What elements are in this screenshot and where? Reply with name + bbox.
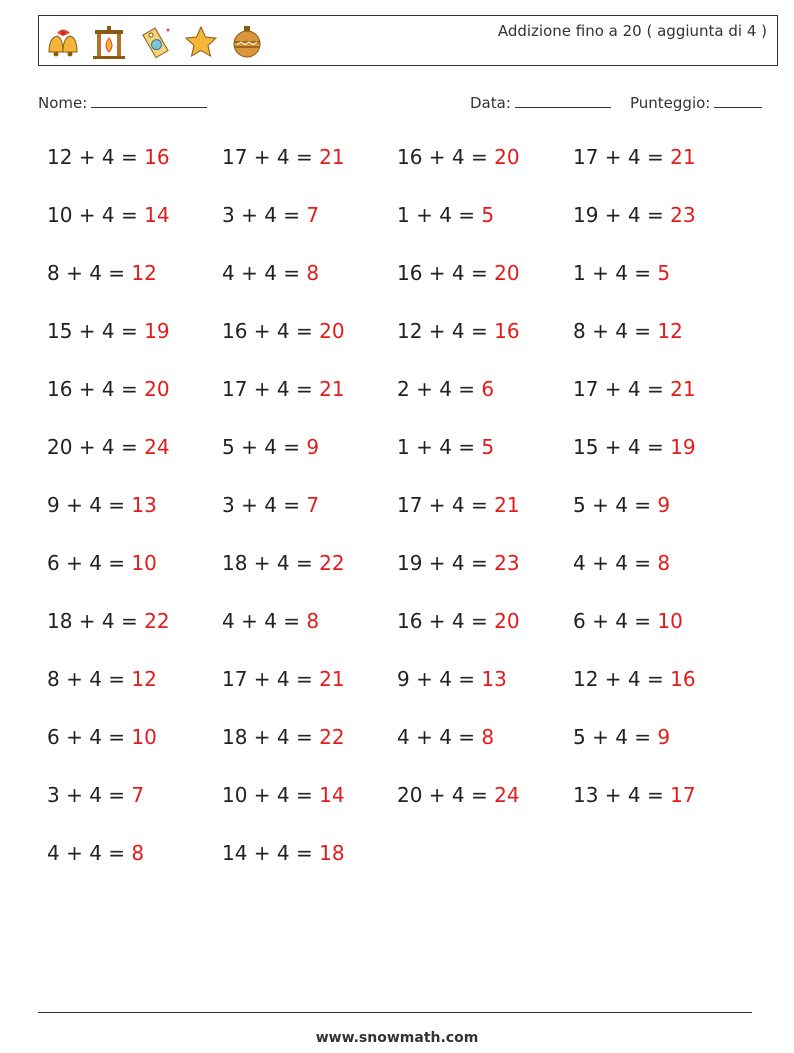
- problem-question: 16 + 4 =: [47, 377, 145, 401]
- problem-answer: 10: [657, 609, 683, 633]
- problem-question: 6 + 4 =: [573, 609, 658, 633]
- problem-question: 4 + 4 =: [222, 609, 307, 633]
- problem-answer: 16: [144, 145, 170, 169]
- problem-question: 5 + 4 =: [222, 435, 307, 459]
- problem-item: [573, 377, 696, 401]
- footer-divider: [38, 1012, 752, 1013]
- problem-answer: 8: [306, 609, 320, 633]
- problem-answer: 21: [319, 145, 345, 169]
- problem-question: 17 + 4 =: [222, 145, 320, 169]
- problem-question: 2 + 4 =: [397, 377, 482, 401]
- problem-item: [397, 609, 520, 633]
- problem-item: [47, 609, 170, 633]
- bells-icon: [43, 22, 83, 62]
- problem-question: 1 + 4 =: [397, 203, 482, 227]
- problem-item: [573, 319, 683, 343]
- problem-item: [47, 145, 170, 169]
- problem-item: [397, 377, 494, 401]
- problem-answer: 9: [306, 435, 320, 459]
- problem-item: [222, 841, 345, 865]
- problem-item: [222, 493, 319, 517]
- problem-question: 9 + 4 =: [397, 667, 482, 691]
- problem-item: [222, 145, 345, 169]
- problem-item: [47, 435, 170, 459]
- problem-question: 8 + 4 =: [573, 319, 658, 343]
- problem-item: [222, 261, 319, 285]
- lantern-icon: [89, 22, 129, 62]
- problem-item: [222, 377, 345, 401]
- score-blank: [714, 93, 762, 108]
- problem-answer: 10: [131, 551, 157, 575]
- problem-answer: 9: [657, 493, 671, 517]
- problem-item: [47, 203, 170, 227]
- worksheet-title: Addizione fino a 20 ( aggiunta di 4 ): [497, 22, 767, 40]
- problem-question: 12 + 4 =: [573, 667, 671, 691]
- problem-question: 12 + 4 =: [397, 319, 495, 343]
- problem-question: 9 + 4 =: [47, 493, 132, 517]
- problem-question: 18 + 4 =: [222, 551, 320, 575]
- problem-item: [397, 435, 494, 459]
- problem-question: 12 + 4 =: [47, 145, 145, 169]
- problem-answer: 21: [319, 377, 345, 401]
- problem-question: 13 + 4 =: [573, 783, 671, 807]
- problem-question: 4 + 4 =: [573, 551, 658, 575]
- problem-question: 3 + 4 =: [222, 493, 307, 517]
- problem-question: 3 + 4 =: [222, 203, 307, 227]
- problem-answer: 5: [657, 261, 671, 285]
- star-icon: [181, 22, 221, 62]
- problem-item: [47, 261, 157, 285]
- problem-question: 4 + 4 =: [397, 725, 482, 749]
- score-label: Punteggio:: [630, 94, 711, 112]
- problem-item: [573, 667, 696, 691]
- problem-item: [47, 667, 157, 691]
- problem-item: [47, 377, 170, 401]
- gift-tag-icon: [135, 22, 175, 62]
- problem-question: 16 + 4 =: [222, 319, 320, 343]
- footer-site: www.snowmath.com: [315, 1030, 479, 1046]
- problem-answer: 20: [144, 377, 170, 401]
- problem-question: 17 + 4 =: [573, 377, 671, 401]
- date-blank: [515, 93, 611, 108]
- problem-answer: 12: [657, 319, 683, 343]
- problem-item: [47, 783, 144, 807]
- problem-answer: 21: [494, 493, 520, 517]
- name-blank: [91, 93, 207, 108]
- problem-answer: 18: [319, 841, 345, 865]
- problem-item: [222, 551, 345, 575]
- problem-answer: 16: [494, 319, 520, 343]
- problem-question: 16 + 4 =: [397, 145, 495, 169]
- problem-question: 5 + 4 =: [573, 493, 658, 517]
- problem-item: [573, 203, 696, 227]
- problem-question: 6 + 4 =: [47, 725, 132, 749]
- problem-question: 14 + 4 =: [222, 841, 320, 865]
- problem-answer: 5: [481, 435, 495, 459]
- date-label: Data:: [470, 94, 511, 112]
- problem-answer: 9: [657, 725, 671, 749]
- problem-answer: 22: [144, 609, 170, 633]
- problem-item: [47, 319, 170, 343]
- problem-answer: 10: [131, 725, 157, 749]
- problem-answer: 19: [144, 319, 170, 343]
- problem-answer: 13: [131, 493, 157, 517]
- problem-item: [397, 551, 520, 575]
- problem-question: 5 + 4 =: [573, 725, 658, 749]
- problem-answer: 23: [494, 551, 520, 575]
- problem-answer: 21: [670, 377, 696, 401]
- problem-question: 15 + 4 =: [47, 319, 145, 343]
- problem-answer: 24: [144, 435, 170, 459]
- problem-answer: 20: [494, 261, 520, 285]
- problem-item: [47, 725, 157, 749]
- problem-question: 1 + 4 =: [573, 261, 658, 285]
- problem-item: [573, 261, 670, 285]
- name-label: Nome:: [38, 94, 88, 112]
- problem-question: 19 + 4 =: [397, 551, 495, 575]
- problem-item: [397, 261, 520, 285]
- date-field: [470, 93, 611, 112]
- problem-answer: 22: [319, 551, 345, 575]
- problem-question: 15 + 4 =: [573, 435, 671, 459]
- problem-answer: 5: [481, 203, 495, 227]
- problem-item: [397, 203, 494, 227]
- problem-item: [573, 551, 670, 575]
- problem-answer: 13: [481, 667, 507, 691]
- problem-answer: 16: [670, 667, 696, 691]
- problem-question: 19 + 4 =: [573, 203, 671, 227]
- problem-item: [573, 493, 670, 517]
- problem-question: 18 + 4 =: [47, 609, 145, 633]
- problem-question: 20 + 4 =: [397, 783, 495, 807]
- problem-question: 1 + 4 =: [397, 435, 482, 459]
- problem-question: 17 + 4 =: [222, 667, 320, 691]
- problem-answer: 7: [306, 203, 320, 227]
- problem-answer: 14: [319, 783, 345, 807]
- problem-answer: 20: [494, 609, 520, 633]
- problem-item: [397, 319, 520, 343]
- problem-question: 10 + 4 =: [222, 783, 320, 807]
- problem-item: [573, 725, 670, 749]
- problem-item: [222, 203, 319, 227]
- problem-answer: 7: [306, 493, 320, 517]
- problem-question: 16 + 4 =: [397, 261, 495, 285]
- problem-question: 17 + 4 =: [222, 377, 320, 401]
- problem-answer: 22: [319, 725, 345, 749]
- problem-item: [47, 551, 157, 575]
- problem-question: 17 + 4 =: [573, 145, 671, 169]
- problem-question: 16 + 4 =: [397, 609, 495, 633]
- problem-answer: 6: [481, 377, 495, 401]
- problem-item: [397, 493, 520, 517]
- problem-question: 4 + 4 =: [47, 841, 132, 865]
- problem-answer: 14: [144, 203, 170, 227]
- problem-item: [222, 609, 319, 633]
- problem-item: [222, 725, 345, 749]
- problem-question: 8 + 4 =: [47, 261, 132, 285]
- header-icons: [43, 22, 267, 62]
- problem-answer: 19: [670, 435, 696, 459]
- worksheet-header: [38, 15, 778, 66]
- problem-item: [397, 145, 520, 169]
- problem-item: [47, 493, 157, 517]
- problem-item: [573, 783, 696, 807]
- problem-answer: 24: [494, 783, 520, 807]
- problem-question: 10 + 4 =: [47, 203, 145, 227]
- problem-answer: 21: [670, 145, 696, 169]
- problem-answer: 17: [670, 783, 696, 807]
- problem-answer: 8: [131, 841, 145, 865]
- problem-item: [47, 841, 144, 865]
- problem-item: [397, 667, 507, 691]
- problem-question: 8 + 4 =: [47, 667, 132, 691]
- problem-question: 18 + 4 =: [222, 725, 320, 749]
- problem-item: [397, 783, 520, 807]
- problem-answer: 8: [306, 261, 320, 285]
- problem-item: [222, 667, 345, 691]
- score-field: [630, 93, 762, 112]
- problem-question: 17 + 4 =: [397, 493, 495, 517]
- problem-question: 6 + 4 =: [47, 551, 132, 575]
- problem-item: [222, 319, 345, 343]
- problem-answer: 20: [494, 145, 520, 169]
- ornament-ball-icon: [227, 22, 267, 62]
- problem-answer: 12: [131, 667, 157, 691]
- problem-answer: 21: [319, 667, 345, 691]
- problem-item: [573, 435, 696, 459]
- problem-item: [222, 435, 319, 459]
- problem-answer: 12: [131, 261, 157, 285]
- problem-item: [222, 783, 345, 807]
- problem-item: [573, 609, 683, 633]
- problem-answer: 23: [670, 203, 696, 227]
- problem-item: [573, 145, 696, 169]
- problem-answer: 8: [657, 551, 671, 575]
- problem-answer: 7: [131, 783, 145, 807]
- problem-question: 3 + 4 =: [47, 783, 132, 807]
- problem-answer: 20: [319, 319, 345, 343]
- problem-item: [397, 725, 494, 749]
- problem-question: 20 + 4 =: [47, 435, 145, 459]
- problem-answer: 8: [481, 725, 495, 749]
- problem-question: 4 + 4 =: [222, 261, 307, 285]
- name-field: [38, 93, 207, 112]
